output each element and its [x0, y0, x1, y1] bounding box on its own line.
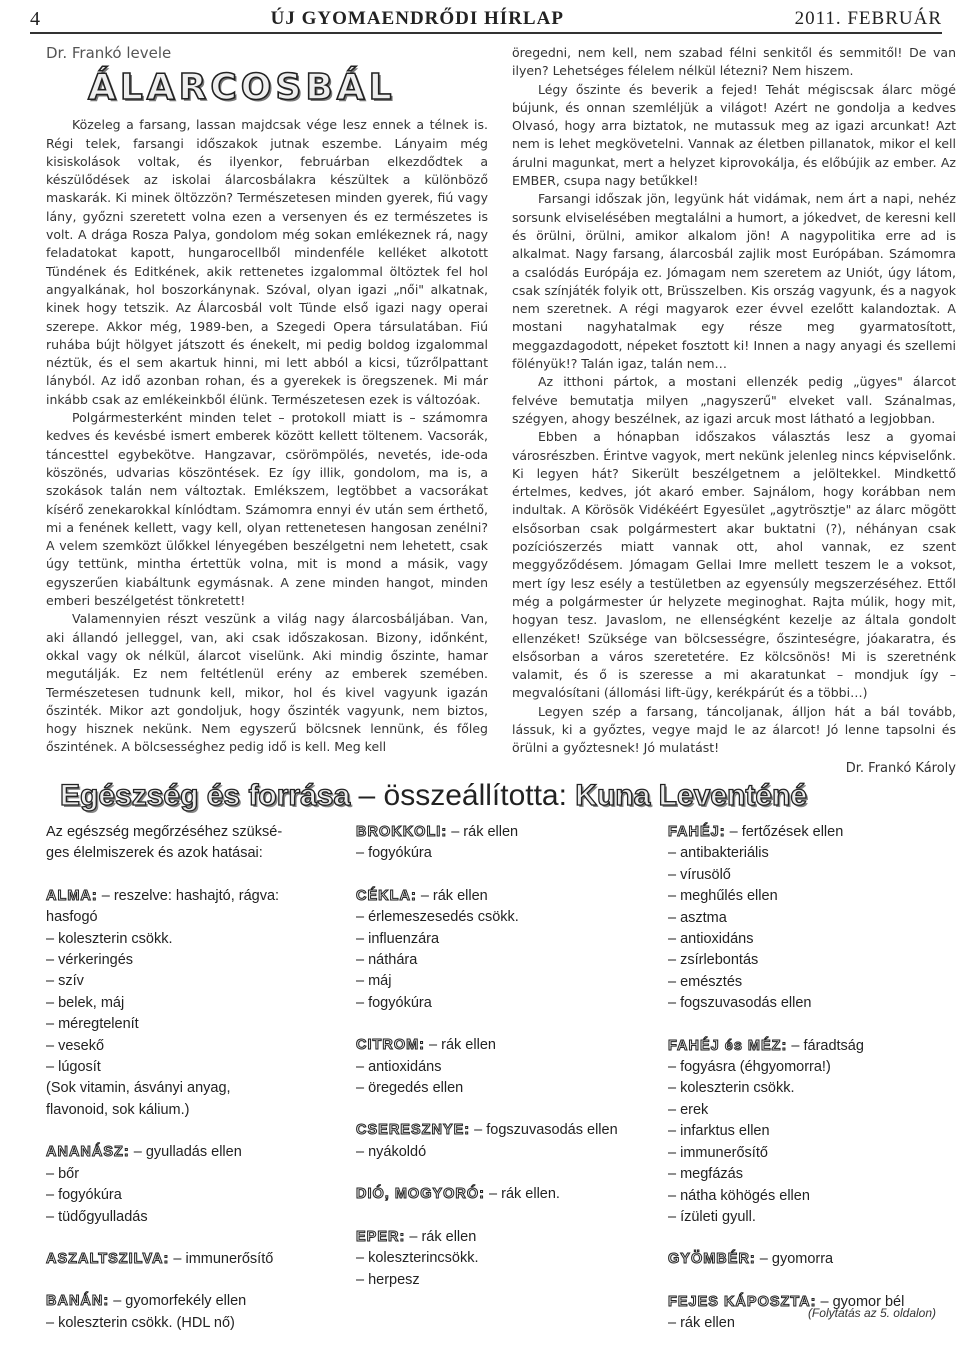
health-entry [668, 1249, 948, 1270]
health-entry-line: – náthára [356, 952, 418, 969]
letter-paragraph: Ebben a hónapban időszakos választás lesz a gyomai városrészben. Érintve vagyok, mert nekünk jelenleg nincs képviselőnk. Ki legyen hát? Sikerült beszélgetnem a jelöltekkel. Mindkettő értelmes, kedves, jót akaró ember. Sajnálom, hogy korábban nem indultak. A Körösök Vidékéért Egyesület „agytrösztje" az álarc mögött elsősorban csak polgármestert akar buktatni (?), néhányan csak pozíciószerzés miatt vannak ott, ahol vannak, ez szent meggyőződésem. Jómagam Gellai Imre mellett teszem le a voksot, mert így lesz esély a testületben az egyensúly megszerzéséhez. Ettől még a polgármester úr helyzete meginoghat. Rajta múlik, hogy mit, hogyan tesz. Javaslom, ne ellenségként kezelje az általa gondolt ellenzéket! Szüksége van bölcsességre, őszinteségre, jóakaratra, és elsősorban a város szeretetére. Ez kölcsönös! Mi is szeretnénk valamit, és ő is szeresse a mi akaratunkat – mondjuk így – megvalósítani (állomási lift-ügy, kerékpárút és a többi…) [512, 429, 956, 701]
health-entry [46, 822, 346, 865]
health-entry-line: – fogyókúra [356, 994, 432, 1011]
health-entry-heading [356, 1184, 656, 1205]
health-entry-line: Az egészség megőrzéséhez szüksé- [46, 824, 283, 840]
letter-signature: Dr. Frankó Károly [845, 760, 956, 776]
health-entry-line: – koleszterin csökk. (HDL nő) [46, 1314, 235, 1331]
food-name: FAHÉJ: [668, 824, 726, 840]
health-entry-line: – zsírlebontás [668, 952, 759, 969]
health-entry-line: – rák ellen [668, 1315, 735, 1332]
food-effect: – fogszuvasodás ellen [474, 1122, 618, 1139]
health-entry-line: – influenzára [356, 930, 440, 947]
health-entry-line: hasfogó [46, 909, 98, 926]
health-entry-line: – immunerősítő [668, 1144, 768, 1161]
food-effect: – fertőzések ellen [729, 824, 844, 840]
letter-left-column [46, 44, 488, 757]
food-effect: – gyomorfekély ellen [113, 1293, 247, 1310]
health-entry [356, 1184, 656, 1205]
health-entry-line: – megfázás [668, 1166, 743, 1183]
health-entry-line: – szív [46, 973, 84, 990]
letter-paragraph: öregedni, nem kell, nem szabad félni senkitől és semmitől! De van ilyen? Lehetséges félelem nélkül létezni? Nem hiszem. [512, 45, 956, 79]
food-name: CSERESZNYE: [356, 1122, 471, 1139]
food-name: ALMA: [46, 887, 98, 904]
health-entry-line: – fogyásra (éhgyomorra!) [668, 1059, 831, 1076]
issue-date: 2011. FEBRUÁR [794, 8, 942, 29]
health-entry-heading [668, 822, 948, 843]
health-entry-line: – antibakteriális [668, 845, 769, 862]
food-effect: – reszelve: hashajtó, rágva: [101, 887, 280, 904]
health-entry-heading [668, 1249, 948, 1270]
health-entry-line: – nátha köhögés ellen [668, 1187, 810, 1204]
food-effect: – immunerősítő [173, 1250, 274, 1267]
health-entry-line: flavonoid, sok kálium.) [46, 1101, 190, 1118]
health-entry-line: – vesekő [46, 1037, 105, 1054]
health-entry-line: – fogyókúra [356, 845, 432, 862]
health-entry-line: – nyákoldó [356, 1143, 427, 1160]
health-compiler-name: Kuna Leventéné [575, 779, 808, 812]
health-entry-line: – vérkeringés [46, 952, 134, 969]
health-entry-line: – meghűlés ellen [668, 888, 778, 905]
health-entry-heading [668, 1036, 948, 1057]
health-entry-line: – tüdőgyulladás [46, 1208, 148, 1225]
health-entry [356, 886, 656, 1014]
food-effect: – rák ellen. [489, 1186, 560, 1203]
letter-kicker: Dr. Frankó levele [46, 44, 172, 62]
food-name: EPER: [356, 1228, 406, 1245]
health-entry-line: – máj [356, 973, 392, 990]
food-name: FAHÉJ és MÉZ: [668, 1037, 788, 1054]
health-entry-heading [356, 822, 656, 843]
letter-paragraph: Farsangi időszak jön, legyünk hát vidámak, nem árt a napi, nehéz sorsunk elviselésében megtalálni a humort, a jókedvet, de keresni kell és örülni, örülni, amikor alkalom jön! A nagypolitika erre ad is alkalmat. Nagy farsang, álarcosbál zajlik most Európában. Számomra a csalódás Európája ez. Jómagam nem szeretem az Uniót, úgy látom, csak színjáték folyik ott, Brüsszelben. Kis ország vagyunk, és a nagyok nem szeretnek. A régi magyarok ezer évvel ezelőtt kalandoztak. A mostani nagyhatalmak egy része meg gyarmatosított, meggazdagodott, népeket fosztott ki! Innen a nagy anyagi és szellemi fölényük!? Talán igaz, talán nem… [512, 191, 956, 372]
page-number: 4 [30, 7, 40, 30]
health-entry-line: – infarktus ellen [668, 1123, 770, 1140]
health-entry-line: – érlemeszesedés csökk. [356, 909, 519, 926]
health-entry-line: ges élelmiszerek és azok hatásai: [46, 845, 263, 862]
health-entry-line: – herpesz [356, 1271, 420, 1288]
health-entry-line: – belek, máj [46, 994, 125, 1011]
letter-title: ÁLARCOSBÁL [88, 67, 396, 109]
food-name: DIÓ, MOGYORÓ: [356, 1186, 485, 1203]
food-effect: – rák ellen [451, 824, 519, 840]
letter-paragraph: Közeleg a farsang, lassan majdcsak vége lesz ennek a télnek is. Régi telek, farsangi időszakok jutnak eszembe. Lányaim még kisiskolások voltak, és ilyenkor, februárban elkezdődtek a készülődések az iskolai álarcosbálakra készültek a különböző maskarák. Ki minek öltözzön? Természetesen minden gyerek, fiú vagy lány, győzni szeretett volna ezen a versenyen és ez természetes is volt. A drága Rosza Palya, gondolom még sokan emlékeznek rá, nagy feladatokat kapott, hungarocellből mindenféle kelléket alkotott Tündének és Editkének, akik rettenetes izgalommal öltöztek fel hol angyalkának, hol boszorkánynak. Szóval, olyan igazi „női" alkatnak, kinek hogy tetszik. Az Álarcosbál volt Tünde első igazi nagy operai szerepe. Akkor még, 1989-ben, a Szegedi Opera társulatában. Fiú ruhába bújt hölgyet játszott és énekelt, mi pedig boldog izgalommal néztük, és el sem akartuk hinni, mi lett abból a kicsi, tűzrőlpattant lányból. Az idő azonban rohan, és a gyerekek is öregszenek. Mi már inkább csak az emlékeinkből élünk. Természetesen ezek is változóak. [46, 117, 488, 407]
health-entry-line: – koleszterin csökk. [668, 1080, 795, 1097]
health-entry-heading [356, 886, 656, 907]
food-name: BROKKOLI: [356, 824, 448, 840]
health-entry [356, 1227, 656, 1291]
food-effect: – gyulladás ellen [133, 1144, 242, 1161]
health-compiler-prefix: – összeállította: [358, 779, 567, 812]
health-entry-line: – öregedés ellen [356, 1080, 464, 1097]
health-entry-line: – vírusölő [668, 866, 731, 883]
health-entry-line: – koleszterincsökk. [356, 1250, 479, 1267]
continued-note: (Folytatás az 5. oldalon) [807, 1306, 936, 1320]
health-entry-heading [46, 1291, 346, 1312]
health-entry-line: – bőr [46, 1165, 80, 1182]
health-entry-heading [356, 1227, 656, 1248]
food-effect: – fáradtság [791, 1037, 864, 1054]
health-entry [46, 1291, 346, 1334]
health-entry [46, 886, 346, 1121]
health-entry-heading [46, 1249, 346, 1270]
health-entry [46, 1142, 346, 1228]
letter-paragraph: Légy őszinte és beverik a fejed! Tehát mégiscsak álarc mögé bújunk, és onnan szemléljük a világot! Azért ne gondolja a kedves Olvasó, hogy arra biztatok, ne mutassuk meg az igazi arcunkat! Azt nem is lehet megkövetelni. Vannak az életben pillanatok, mikor el kell árulni magunkat, mert a helyzet kiprovokálja, és előbújik az ember. Az EMBER, csupa nagy betűkkel! [512, 81, 956, 189]
masthead: ÚJ GYOMAENDRŐDI HÍRLAP [270, 8, 564, 29]
food-name: CITROM: [356, 1037, 426, 1054]
food-name: FEJES KÁPOSZTA: [668, 1293, 817, 1310]
health-entry [356, 1035, 656, 1099]
health-entry-line: – antioxidáns [356, 1058, 442, 1075]
health-entry-line: – koleszterin csökk. [46, 930, 173, 947]
health-entry-line: – fogyókúra [46, 1187, 122, 1204]
letter-paragraph: Valamennyien részt veszünk a világ nagy álarcosbáljában. Van, aki állandó jelleggel, van, aki csak időszakosan. Bizony, időnként, okkal vagy ok nélkül, álarcot viselünk. Aki mindig őszinte, hamar megutálják. Ez nem feltétlenül erény az emberek szemében. Természetesen tudnunk kell, mikor, hol és kivel vagyunk igazán őszinték. Mikor azt gondoljuk, hogy őszinték vagyunk, nem biztos, hogy hisznek nekünk. Nem egyszerű bölcsnek lennünk, és főleg őszintének. A bölcsességhez pedig idő is kell. Meg kell [46, 611, 488, 755]
health-banner [60, 776, 940, 816]
letter-right-column [512, 44, 956, 778]
health-entry-line: – emésztés [668, 973, 743, 990]
food-effect: – rák ellen [409, 1228, 477, 1245]
health-entry-line: – erek [668, 1101, 709, 1118]
food-name: GYÖMBÉR: [668, 1251, 756, 1268]
health-entry-line: – lúgosít [46, 1059, 101, 1076]
health-entry-line: – méregtelenít [46, 1016, 139, 1033]
letter-paragraph: Polgármesterként minden telet – protokoll miatt is – számomra kedves és kevésbé ismert emberek között kellett töltenem. Vacsorák, táncesttel egybekötve. Hangzavar, csörömpölés, nevetés, ide-oda köszönés, udvarias köszöntések. Ez így illik, gondolom, ma is, a szokások talán nem változtak. Emlékszem, legtöbbet a vacsorákat kísérő zenekarokkal kínlódtam. Számomra ennyi év után sem érthető, mi a fenének kellett, vagy kell, olyan rettenetesen hangosan zenélni? A velem szemközt ülőkkel lényegében beszélgetni nem lehetett, csak úgy tettünk, mintha értettük volna, mit is mond a másik, vagy egyszerűen kiabáltunk egymásnak. A zene minden hangot, minden emberi beszélgetést tönkretett! [46, 410, 488, 609]
health-entry-heading [46, 886, 346, 907]
food-effect: – rák ellen [429, 1037, 496, 1054]
letter-paragraph: Legyen szép a farsang, táncoljanak, álljon hát a bál tovább, lássuk, ki a győztes, vegye majd le az álarcot! Jó lenne tapsolni és örülni a győztesnek! Jó mulatást! [512, 703, 956, 756]
food-name: ANANÁSZ: [46, 1144, 130, 1161]
health-entry [668, 822, 948, 1015]
food-effect: – gyomorra [759, 1251, 834, 1268]
health-column-1 [46, 822, 346, 1355]
health-entry-heading [356, 1035, 656, 1056]
health-entry [668, 1036, 948, 1229]
letter-paragraph: Az itthoni pártok, a mostani ellenzék pedig „ügyes" álarcot felvéve bemutatja milyen „nagyszerű" elveket vall. Szánalmas, szégyen, ahogy beszélnek, az igazi arcuk most látható a legjobban. [512, 374, 956, 426]
health-column-2 [356, 822, 656, 1312]
health-entry [46, 1249, 346, 1270]
health-entry-heading [356, 1120, 656, 1141]
food-effect: – gyomor bél [820, 1293, 905, 1310]
health-entry [356, 822, 656, 865]
health-entry-line: – asztma [668, 909, 727, 926]
food-name: BANÁN: [46, 1293, 110, 1310]
food-name: CÉKLA: [356, 887, 417, 904]
health-entry-heading [46, 1142, 346, 1163]
health-title: Egészség és forrása [60, 779, 351, 812]
health-entry-line: (Sok vitamin, ásványi anyag, [46, 1080, 231, 1097]
food-effect: – rák ellen [420, 887, 488, 904]
health-entry-line: – ízületi gyull. [668, 1208, 756, 1225]
health-entry-line: – antioxidáns [668, 931, 754, 948]
health-entry [356, 1120, 656, 1163]
health-entry-line: – fogszuvasodás ellen [668, 995, 812, 1012]
health-column-3 [668, 822, 948, 1356]
food-name: ASZALTSZILVA: [46, 1250, 170, 1267]
page-header [30, 6, 942, 34]
